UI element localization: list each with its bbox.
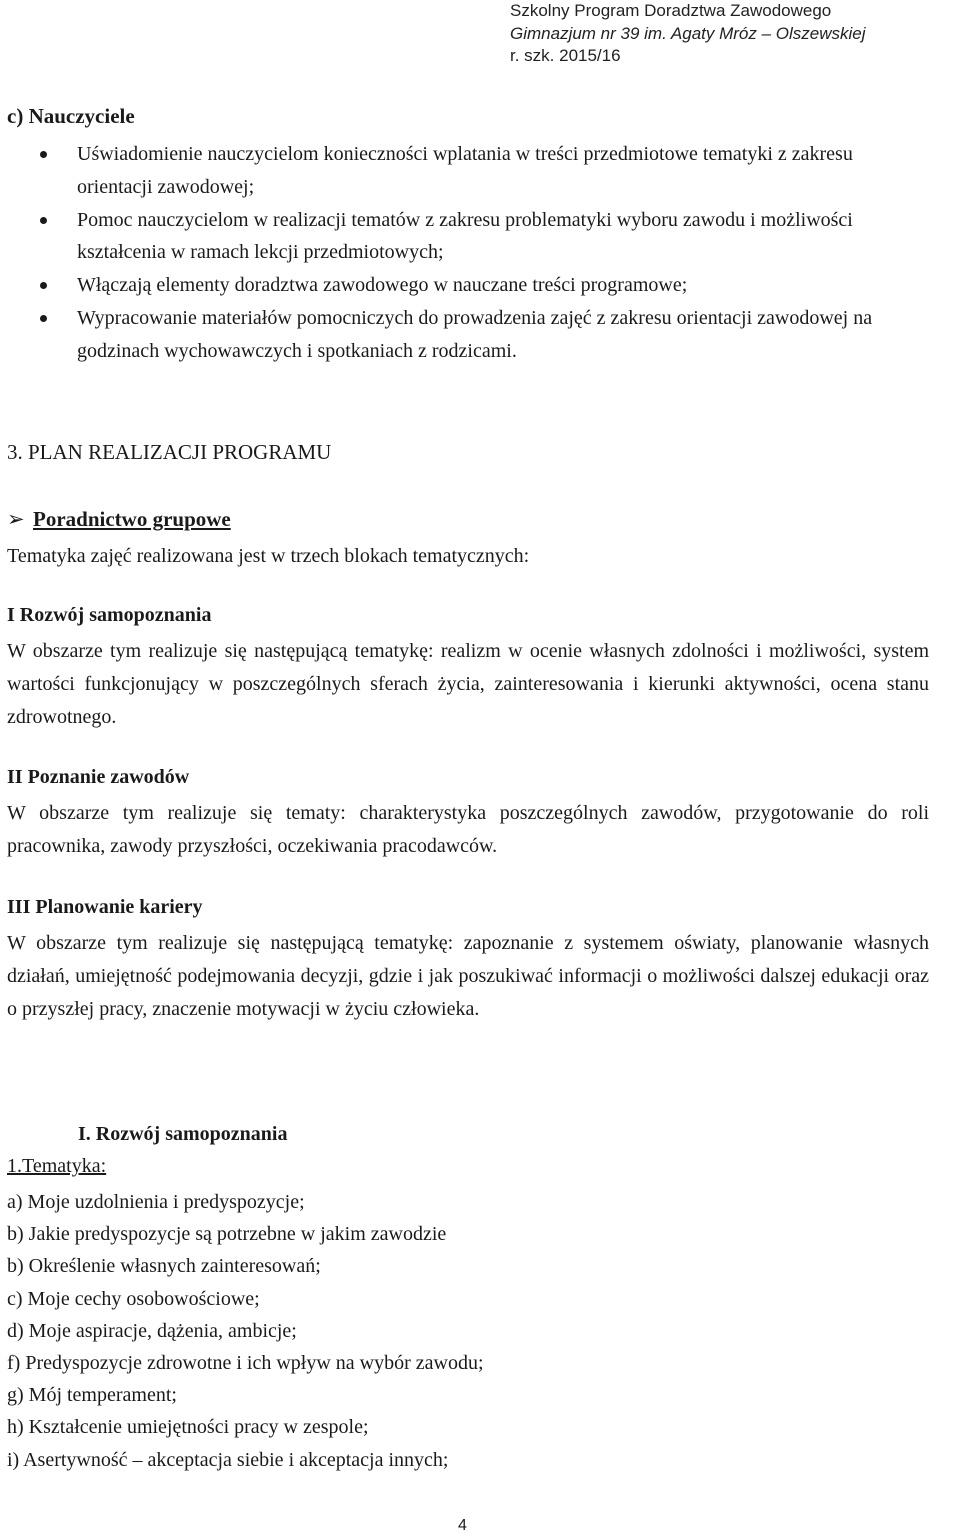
bullet-dot-icon: [40, 151, 47, 158]
topic-item: g) Mój temperament;: [7, 1384, 177, 1407]
teachers-section-title: c) Nauczyciele: [7, 104, 135, 128]
bullet-dot-icon: [40, 282, 47, 289]
page-number: 4: [458, 1517, 467, 1534]
teachers-bullet-item: Wypracowanie materiałów pomocniczych do prowadzenia zajęć z zakresu orientacji zawodowej na godzinach wychowawczych i spotkaniach z rodzicami.: [0, 302, 907, 368]
topic-item: f) Predyspozycje zdrowotne i ich wpływ na wybór zawodu;: [7, 1352, 484, 1375]
header-program-title: Szkolny Program Doradztwa Zawodowego: [510, 1, 832, 20]
topics-list: [7, 1186, 484, 1476]
teachers-bullet-item: Pomoc nauczycielom w realizacji tematów z zakresu problematyki wyboru zawodu i możliwości kształcenia w ramach lekcji przedmiotowych;: [0, 204, 907, 270]
self-knowledge-heading: I. Rozwój samopoznania: [78, 1123, 288, 1145]
header-school-name: Gimnazjum nr 39 im. Agaty Mróz – Olszewskiej: [510, 23, 866, 43]
topic-item: b) Jakie predyspozycje są potrzebne w jakim zawodzie: [7, 1223, 447, 1246]
topic-item: a) Moje uzdolnienia i predyspozycje;: [7, 1191, 305, 1213]
topic-item: b) Określenie własnych zainteresowań;: [7, 1255, 321, 1278]
block-heading-self-knowledge: I Rozwój samopoznania: [7, 604, 212, 626]
arrow-bullet-icon: ➢: [7, 507, 25, 531]
block-text-career-planning: W obszarze tym realizuje się następującą tematykę: zapoznanie z systemem oświaty, planowanie własnych działań, umiejętność podejmowania decyzji, gdzie i jak poszukiwać informacji o możliwości dalszej edukacji oraz o przyszłej pracy, znaczenie motywacji w życiu człowieka.: [7, 932, 929, 1020]
teachers-bullet-list: [0, 138, 960, 368]
header-school-year: r. szk. 2015/16: [510, 46, 621, 65]
plan-intro-text: Tematyka zajęć realizowana jest w trzech blokach tematycznych:: [7, 545, 530, 567]
block-text-self-knowledge: W obszarze tym realizuje się następującą tematykę: realizm w ocenie własnych zdolności i możliwości, system wartości funkcjonujący w poszczególnych sferach życia, zainteresowania i kierunki aktywności, ocena stanu zdrowotnego.: [7, 640, 929, 728]
bullet-dot-icon: [40, 217, 47, 224]
topic-item: d) Moje aspiracje, dążenia, ambicje;: [7, 1319, 297, 1342]
page-header: [510, 0, 950, 68]
group-counseling-heading: [7, 507, 231, 532]
block-heading-professions: II Poznanie zawodów: [7, 766, 190, 788]
topic-item: h) Kształcenie umiejętności pracy w zespole;: [7, 1416, 369, 1439]
group-counseling-label: Poradnictwo grupowe: [33, 507, 231, 531]
block-text-professions: W obszarze tym realizuje się tematy: charakterystyka poszczególnych zawodów, przygotowanie do roli pracownika, zawody przyszłości, oczekiwania pracodawców.: [7, 802, 929, 857]
teachers-bullet-item: Włączają elementy doradztwa zawodowego w nauczane treści programowe;: [0, 269, 907, 302]
topic-item: i) Asertywność – akceptacja siebie i akceptacja innych;: [7, 1448, 449, 1471]
topics-subheading: 1.Tematyka:: [7, 1155, 107, 1177]
block-heading-career-planning: III Planowanie kariery: [7, 896, 203, 918]
bullet-dot-icon: [40, 315, 47, 322]
topic-item: c) Moje cechy osobowościowe;: [7, 1287, 260, 1310]
plan-section-title: 3. PLAN REALIZACJI PROGRAMU: [7, 440, 332, 464]
teachers-bullet-item: Uświadomienie nauczycielom konieczności wplatania w treści przedmiotowe tematyki z zakresu orientacji zawodowej;: [0, 138, 907, 204]
